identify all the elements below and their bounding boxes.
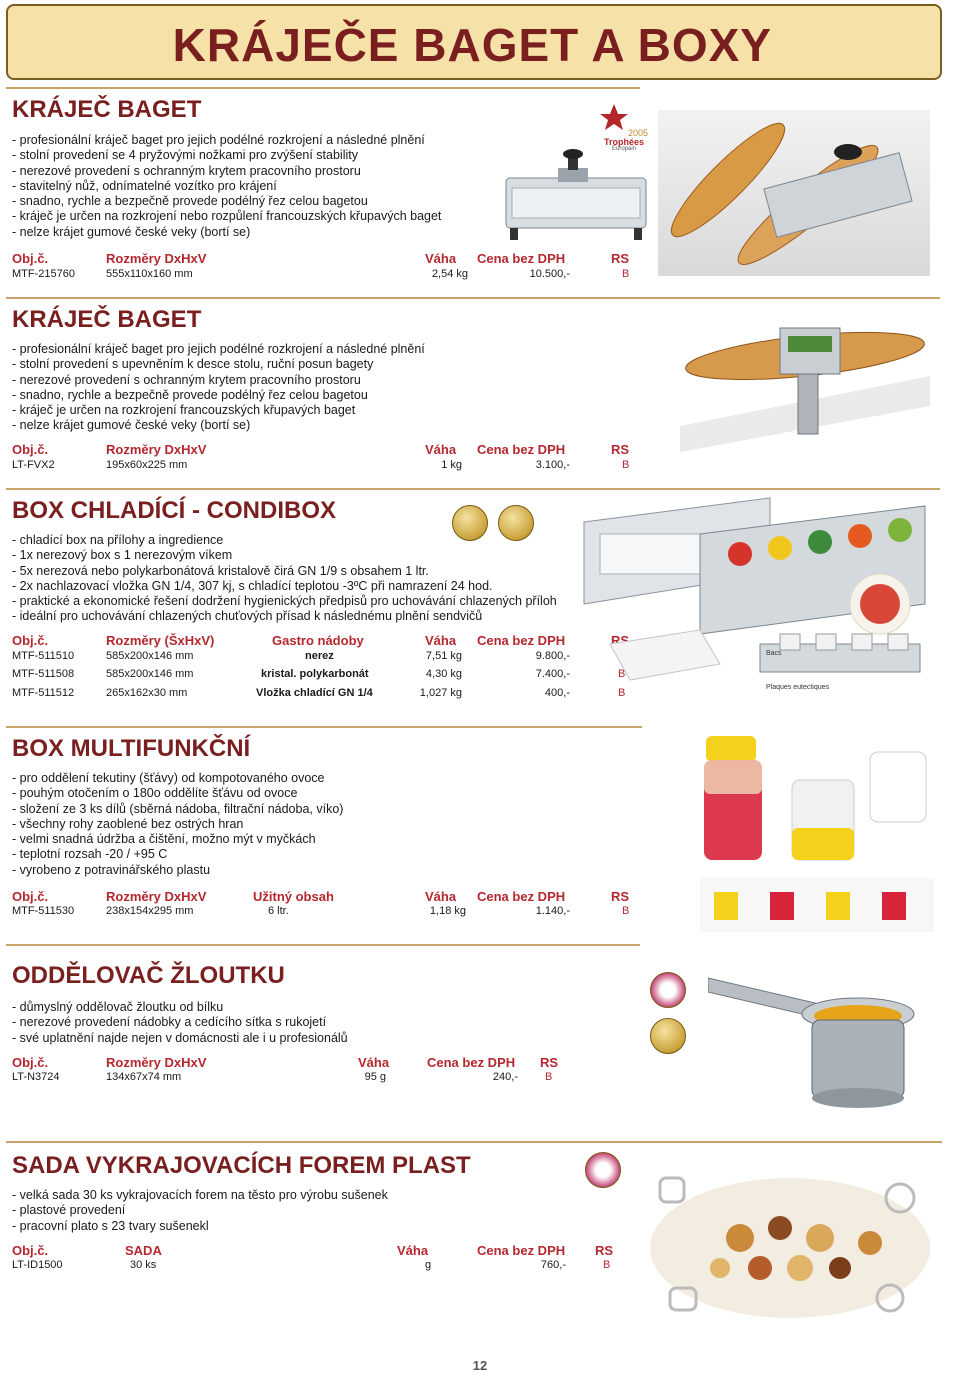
section-divider: [6, 944, 640, 946]
feature-item: - pro oddělení tekutiny (šťávy) od kompotovaného ovoce: [12, 771, 325, 785]
page-title: KRÁJEČE BAGET A BOXY: [172, 19, 772, 71]
col-header-code: Obj.č.: [12, 251, 49, 266]
product-dims: 265x162x30 mm: [106, 687, 188, 699]
col-header-price: Cena bez DPH: [477, 251, 566, 266]
feature-item: - 2x nachlazovací vložka GN 1/4, 307 kj, s chladící teplotou -3ºC při namrazení 24 hod.: [12, 578, 493, 593]
product-rs: B: [545, 1071, 553, 1083]
product-price: 7.400,-: [535, 668, 570, 680]
product-qty: 30 ks: [130, 1259, 157, 1271]
photo-label: Bacs: [766, 650, 782, 657]
col-header-rs: RS: [595, 1243, 614, 1258]
product-gastro: kristal. polykarbonát: [261, 668, 369, 680]
product-weight: 2,54 kg: [431, 268, 468, 280]
feature-item: - velká sada 30 ks vykrajovacích forem na těsto pro výrobu sušenek: [12, 1188, 388, 1202]
product-code: MTF-511530: [12, 905, 75, 917]
col-header-code: Obj.č.: [12, 1055, 49, 1070]
col-header-dims: Rozměry DxHxV: [106, 1055, 207, 1070]
product-weight: 1 kg: [441, 459, 462, 471]
section-title: ODDĚLOVAČ ŽLOUTKU: [12, 962, 285, 989]
section-divider: [6, 726, 642, 728]
feature-item: - kráječ je určen na rozkrojení nebo rozpůlení francouzských křupavých baget: [12, 209, 442, 224]
feature-item: - velmi snadná údržba a čištění, možno mýt v myčkách: [12, 832, 316, 847]
section-divider: [6, 488, 940, 490]
product-weight: 1,18 kg: [429, 905, 466, 917]
feature-item: - chladící box na přílohy a ingredience: [12, 533, 224, 547]
product-code: MTF-215760: [12, 268, 75, 280]
product-content: 6 ltr.: [268, 905, 289, 917]
feature-item: - nerezové provedení s ochranným krytem pracovního prostoru: [12, 163, 361, 178]
product-code: MTF-511508: [12, 668, 75, 680]
feature-item: - snadno, rychle a bezpečně provede podélný řez celou bagetou: [12, 194, 368, 209]
feature-list: [12, 342, 425, 434]
product-price: 3.100,-: [535, 459, 570, 471]
photo-label: Plaques eutectiques: [766, 684, 830, 691]
feature-item: - ideální pro uchovávání chlazených chuťových přísad k následnému plnění sendvičů: [12, 609, 483, 624]
product-rs: B: [618, 687, 626, 699]
product-weight: g: [425, 1259, 432, 1271]
cookie-cutter-set-photo: [640, 1158, 938, 1336]
feature-item: - nerezové provedení nádobky a cedícího sítka s rukojetí: [12, 1015, 327, 1030]
col-header-rs: RS: [611, 251, 630, 266]
feature-item: - pouhým otočením o 180o oddělíte šťávu od ovoce: [12, 786, 298, 801]
feature-item: - snadno, rychle a bezpečně provede podélný řez celou bagetou: [12, 387, 368, 402]
feature-item: - profesionální kráječ baget pro jejich podélné rozkrojení a následné plnění: [12, 342, 425, 356]
section-divider: [6, 1141, 942, 1143]
baguette-slicer-in-use-photo: [658, 110, 930, 276]
product-dims: 585x200x146 mm: [106, 650, 194, 662]
product-price: 400,-: [544, 687, 570, 699]
col-header-dims: Rozměry DxHxV: [106, 442, 207, 457]
feature-item: - nerezové provedení s ochranným krytem pracovního prostoru: [12, 372, 361, 387]
feature-list: [12, 1000, 348, 1046]
feature-item: - stavitelný nůž, odnímatelné vozítko pro krájení: [12, 178, 277, 193]
baguette-slicer-photo: [498, 148, 660, 258]
product-gastro: nerez: [305, 650, 334, 662]
product-rs: B: [618, 668, 626, 680]
section-title: BOX CHLADÍCÍ - CONDIBOX: [12, 497, 336, 524]
page-number: 12: [472, 1358, 488, 1373]
product-price: 240,-: [492, 1071, 518, 1083]
feature-item: - praktické a ekonomické řešení dodržení hygienických předpisů pro uchovávání chlazených příloh: [12, 594, 557, 609]
product-rs: B: [603, 1259, 611, 1271]
product-dims: 585x200x146 mm: [106, 668, 194, 680]
feature-item: - 5x nerezová nebo polykarbonátová kristalově čirá GN 1/9 s obsahem 1 ltr.: [12, 563, 429, 578]
feature-item: - 1x nerezový box s 1 nerezovým víkem: [12, 548, 233, 563]
col-header-set: SADA: [125, 1243, 162, 1258]
col-header-price: Cena bez DPH: [477, 889, 566, 904]
feature-item: - pracovní plato s 23 tvary sušenekl: [12, 1218, 209, 1233]
col-header-code: Obj.č.: [12, 442, 49, 457]
col-header-weight: Váha: [397, 1243, 429, 1258]
feature-item: - vyrobeno z potravinářského plastu: [12, 862, 211, 877]
col-header-weight: Váha: [425, 251, 457, 266]
col-header-weight: Váha: [425, 889, 457, 904]
feature-item: - nelze krájet gumové české veky (bortí se): [12, 224, 251, 239]
award-subtext: Europain: [612, 146, 637, 152]
product-weight: 4,30 kg: [425, 668, 462, 680]
col-header-rs: RS: [611, 889, 630, 904]
feature-item: - stolní provedení se 4 pryžovými nožkami pro zvýšení stability: [12, 148, 358, 163]
product-price: 1.140,-: [535, 905, 570, 917]
product-dims: 134x67x74 mm: [106, 1071, 182, 1083]
col-header-gastro: Gastro nádoby: [272, 633, 364, 648]
product-weight: 1,027 kg: [419, 687, 462, 699]
col-header-price: Cena bez DPH: [477, 442, 566, 457]
product-dims: 195x60x225 mm: [106, 459, 188, 471]
feature-item: - profesionální kráječ baget pro jejich podélné rozkrojení a následné plnění: [12, 133, 425, 147]
col-header-dims: Rozměry DxHxV: [106, 889, 207, 904]
feature-item: - kráječ je určen na rozkrojení francouzských křupavých baget: [12, 403, 356, 418]
col-header-price: Cena bez DPH: [477, 633, 566, 648]
feature-item: - plastové provedení: [12, 1203, 126, 1218]
col-header-rs: RS: [611, 633, 630, 648]
product-price: 9.800,-: [535, 650, 570, 662]
product-price: 760,-: [540, 1259, 566, 1271]
feature-list: [12, 771, 343, 878]
gold-pig-badge-icon: [650, 1018, 686, 1054]
product-rs: B: [622, 459, 630, 471]
col-header-weight: Váha: [425, 442, 457, 457]
col-header-content: Užitný obsah: [253, 889, 334, 904]
col-header-rs: RS: [540, 1055, 559, 1070]
col-header-code: Obj.č.: [12, 633, 49, 648]
feature-list: [12, 133, 441, 240]
trophees-award-logo: [600, 104, 650, 154]
section-divider: [6, 297, 940, 299]
col-header-weight: Váha: [358, 1055, 390, 1070]
section-divider: [6, 87, 640, 89]
product-weight: 7,51 kg: [425, 650, 462, 662]
heart-badge-icon: [585, 1152, 621, 1188]
product-code: LT-FVX2: [12, 459, 55, 471]
feature-item: - složení ze 3 ks dílů (sběrná nádoba, filtrační nádoba, víko): [12, 801, 344, 816]
multifunction-box-photo: [700, 732, 934, 932]
col-header-code: Obj.č.: [12, 889, 49, 904]
product-code: LT-N3724: [12, 1071, 60, 1083]
award-year: 2005: [628, 128, 649, 138]
product-dims: 238x154x295 mm: [106, 905, 194, 917]
heart-badge-icon: [650, 972, 686, 1008]
award-text: Trophées: [604, 137, 645, 147]
product-price: 10.500,-: [529, 268, 570, 280]
product-rs: B: [622, 268, 630, 280]
product-code: LT-ID1500: [12, 1259, 63, 1271]
col-header-rs: RS: [611, 442, 630, 457]
product-rs: B: [622, 905, 630, 917]
section-title: SADA VYKRAJOVACÍCH FOREM PLAST: [12, 1152, 471, 1179]
section-title: KRÁJEČ BAGET: [12, 306, 202, 333]
egg-separator-photo: [708, 970, 918, 1110]
col-header-price: Cena bez DPH: [427, 1055, 516, 1070]
condibox-photo: [580, 494, 930, 718]
section-title: BOX MULTIFUNKČNÍ: [12, 735, 251, 762]
feature-item: - nelze krájet gumové české veky (bortí se): [12, 418, 251, 433]
feature-item: - teplotní rozsah -20 / +95 C: [12, 847, 168, 862]
section-title: KRÁJEČ BAGET: [12, 96, 202, 123]
col-header-price: Cena bez DPH: [477, 1243, 566, 1258]
col-header-weight: Váha: [425, 633, 457, 648]
feature-item: - důmyslný oddělovač žloutku od bílku: [12, 1000, 224, 1014]
product-dims: 555x110x160 mm: [106, 268, 193, 280]
product-weight: 95 g: [364, 1071, 386, 1083]
col-header-dims: Rozměry (ŠxHxV): [106, 633, 215, 648]
product-code: MTF-511512: [12, 687, 75, 699]
col-header-dims: Rozměry DxHxV: [106, 251, 207, 266]
product-code: MTF-511510: [12, 650, 75, 662]
feature-list: [12, 1188, 388, 1234]
feature-item: - stolní provedení s upevněním k desce stolu, ruční posun bagety: [12, 357, 374, 372]
clamp-baguette-slicer-photo: [680, 306, 930, 452]
product-gastro: Vložka chladící GN 1/4: [256, 687, 373, 699]
feature-item: - své uplatnění najde nejen v domácnosti ale i u profesionálů: [12, 1030, 348, 1045]
feature-list: [12, 533, 557, 625]
col-header-code: Obj.č.: [12, 1243, 49, 1258]
page-banner: [6, 4, 942, 80]
feature-item: - všechny rohy zaoblené bez ostrých hran: [12, 816, 244, 831]
